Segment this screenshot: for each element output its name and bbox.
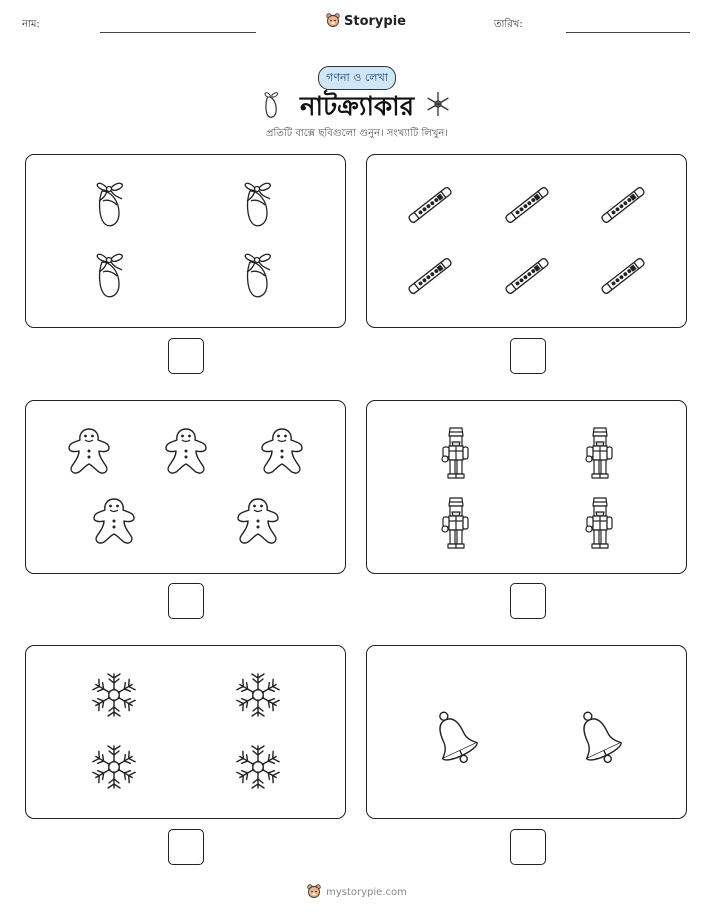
snowflake-title-icon — [424, 90, 452, 118]
gingerbread-man-icon — [91, 497, 137, 551]
snowflake-icon — [90, 743, 138, 795]
nutcracker-icon — [585, 494, 615, 554]
date-line[interactable] — [566, 32, 690, 33]
gingerbread-man-icon — [163, 427, 209, 481]
brand-name: Storypie — [344, 13, 406, 29]
bell-icon — [567, 707, 629, 773]
name-line[interactable] — [100, 32, 256, 33]
snowflake-icon — [234, 743, 282, 795]
flute-icon — [596, 249, 650, 307]
answer-box-flutes[interactable] — [510, 338, 546, 374]
topic-badge: গণনা ও লেখা — [318, 66, 396, 90]
flute-icon — [596, 178, 650, 236]
brand-logo — [326, 13, 406, 29]
flute-icon — [403, 249, 457, 307]
answer-box-ballet-shoes[interactable] — [168, 338, 204, 374]
bear-mascot-icon — [326, 13, 340, 29]
instructions: প্রতিটি বাক্সে ছবিগুলো গুনুন। সংখ্যাটি লিখুন। — [266, 128, 448, 139]
flute-icon — [500, 178, 554, 236]
date-label: তারিখ: — [494, 19, 523, 30]
gingerbread-man-icon — [259, 427, 305, 481]
count-panel-bells — [366, 645, 687, 819]
bear-mascot-footer-icon — [307, 884, 321, 900]
footer — [0, 884, 714, 900]
ballet-shoe-icon — [237, 179, 279, 235]
answer-box-snowflakes[interactable] — [168, 829, 204, 865]
answer-box-gingerbread[interactable] — [168, 583, 204, 619]
answer-box-nutcrackers[interactable] — [510, 583, 546, 619]
count-panel-ballet-shoes — [25, 154, 346, 328]
nutcracker-icon — [441, 494, 471, 554]
gingerbread-man-icon — [235, 497, 281, 551]
ballet-shoe-icon — [89, 250, 131, 306]
nutcracker-icon — [585, 424, 615, 484]
flute-icon — [403, 178, 457, 236]
footer-site: mystorypie.com — [326, 886, 407, 898]
nutcracker-icon — [441, 424, 471, 484]
answer-box-bells[interactable] — [510, 829, 546, 865]
ballet-shoe-icon — [237, 250, 279, 306]
name-label: নাম: — [22, 19, 40, 30]
bell-icon — [423, 707, 485, 773]
gingerbread-man-icon — [66, 427, 112, 481]
flute-icon — [500, 249, 554, 307]
snowflake-icon — [234, 671, 282, 723]
snowflake-icon — [90, 671, 138, 723]
ballet-shoe-icon — [89, 179, 131, 235]
count-panel-nutcrackers — [366, 400, 687, 574]
page-title: নাটক্র্যাকার — [299, 92, 415, 122]
count-panel-snowflakes — [25, 645, 346, 819]
